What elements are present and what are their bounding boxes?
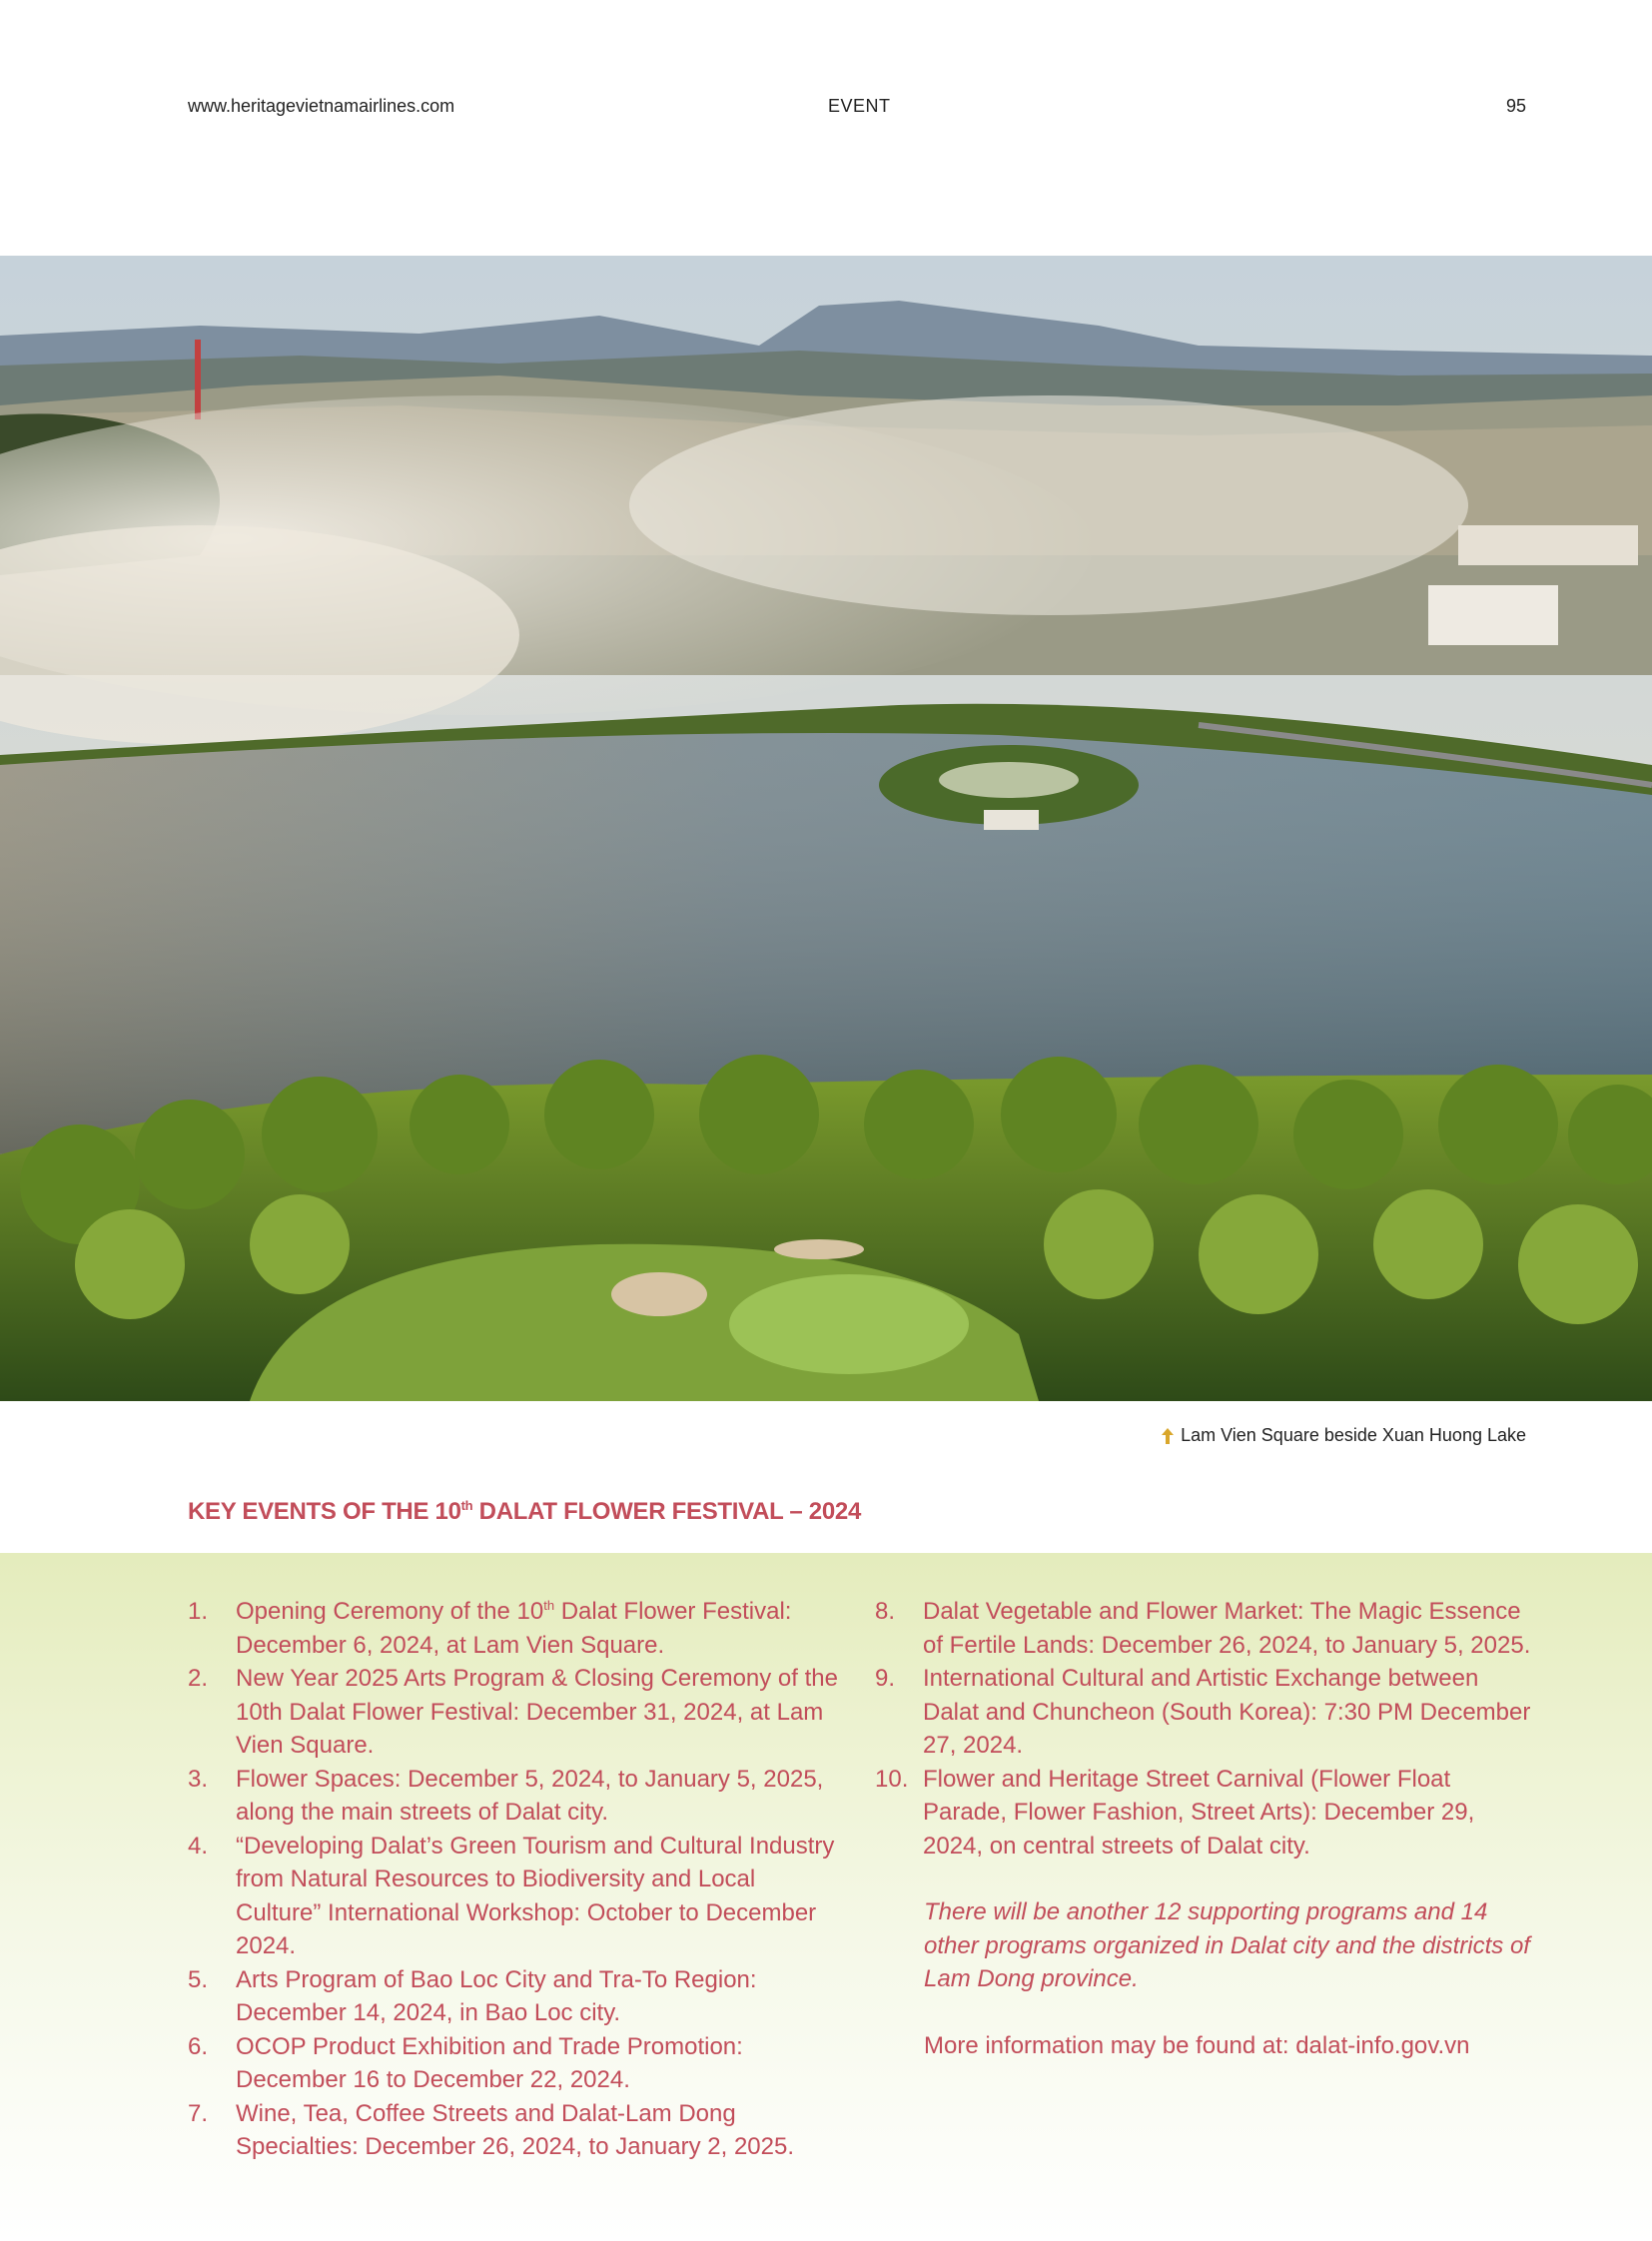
website-url[interactable]: www.heritagevietnamairlines.com bbox=[188, 96, 455, 116]
list-item: 8. Dalat Vegetable and Flower Market: The Magic Essence of Fertile Lands: December 26, 2024, to January 5, 2025. bbox=[875, 1598, 1531, 1659]
section-heading: KEY EVENTS OF THE 10th DALAT FLOWER FESTIVAL – 2024 bbox=[188, 1498, 861, 1525]
events-list-left bbox=[188, 1595, 847, 2164]
caption-text: Lam Vien Square beside Xuan Huong Lake bbox=[1181, 1425, 1526, 1445]
list-item: 3. Flower Spaces: December 5, 2024, to January 5, 2025, along the main streets of Dalat city. bbox=[188, 1765, 824, 1826]
list-item: 1. Opening Ceremony of the 10th Dalat Flower Festival: December 6, 2024, at Lam Vien Square. bbox=[188, 1598, 792, 1659]
list-item: 10. Flower and Heritage Street Carnival (Flower Float Parade, Flower Fashion, Street Arts): December 29, 2024, on central streets of Dalat city. bbox=[875, 1765, 1475, 1860]
list-item: 5. Arts Program of Bao Loc City and Tra-To Region: December 14, 2024, in Bao Loc city. bbox=[188, 1965, 757, 2026]
more-info-link[interactable]: More information may be found at: dalat-info.gov.vn bbox=[924, 2031, 1470, 2059]
list-item: 7. Wine, Tea, Coffee Streets and Dalat-Lam Dong Specialties: December 26, 2024, to January 2, 2025. bbox=[188, 2099, 795, 2160]
page-number: 95 bbox=[1505, 96, 1526, 116]
events-list-right bbox=[875, 1595, 1534, 2062]
list-item: 4. “Developing Dalat’s Green Tourism and Cultural Industry from Natural Resources to Biodiversity and Local Culture” International Workshop: October to December 2024. bbox=[188, 1832, 835, 1959]
page-header bbox=[188, 96, 1526, 120]
list-item: 9. International Cultural and Artistic Exchange between Dalat and Chuncheon (South Korea): 7:30 PM December 27, 2024. bbox=[875, 1665, 1531, 1759]
supporting-programs-note: There will be another 12 supporting programs and 14 other programs organized in Dalat city and the districts of Lam Dong province. bbox=[924, 1898, 1530, 1992]
section-label: EVENT bbox=[828, 96, 891, 116]
list-item: 2. New Year 2025 Arts Program & Closing Ceremony of the 10th Dalat Flower Festival: December 31, 2024, at Lam Vien Square. bbox=[188, 1665, 838, 1759]
photo-caption bbox=[1161, 1425, 1526, 1446]
list-item: 6. OCOP Product Exhibition and Trade Promotion: December 16 to December 22, 2024. bbox=[188, 2032, 743, 2093]
aerial-photo-lam-vien-square bbox=[0, 256, 1652, 1401]
arrow-up-icon bbox=[1161, 1427, 1175, 1445]
